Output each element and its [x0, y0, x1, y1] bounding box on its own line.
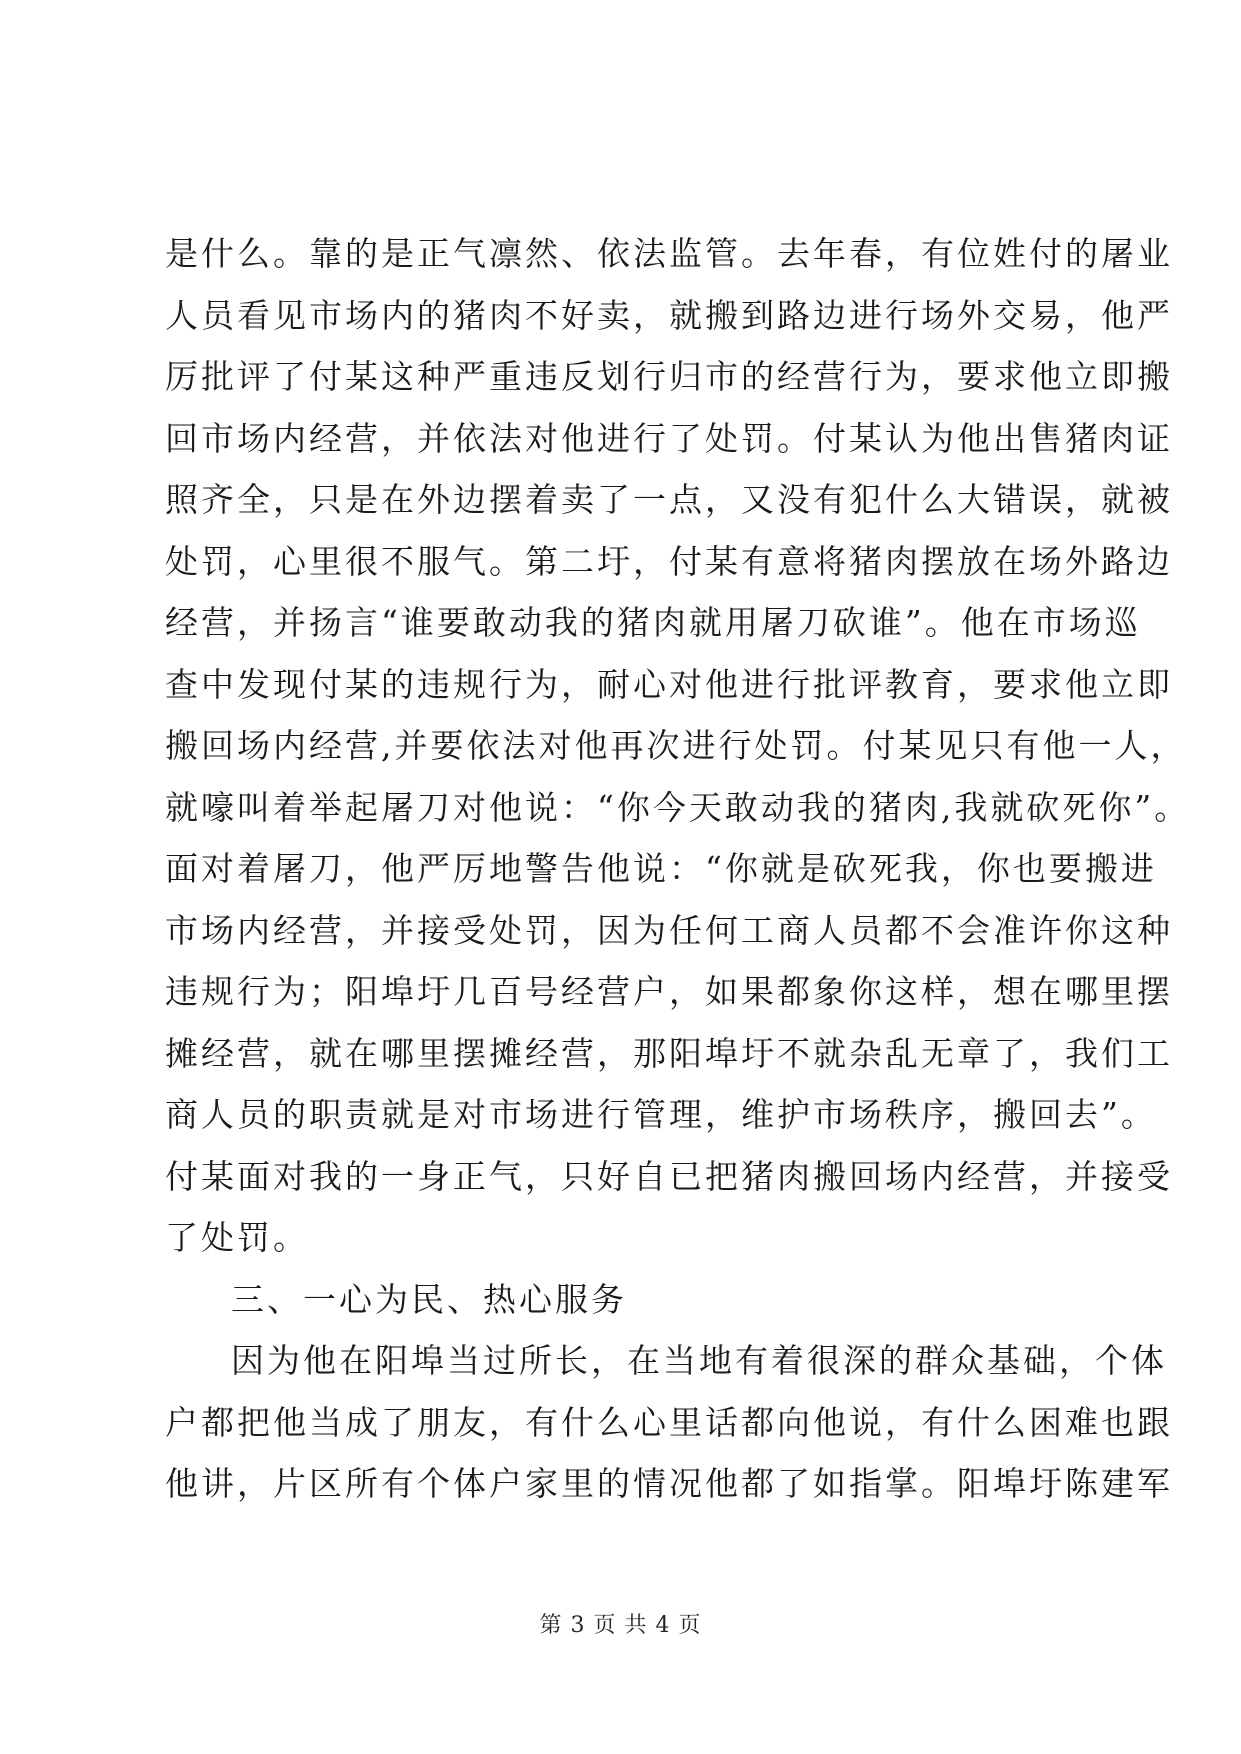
text-line: 付某面对我的一身正气，只好自已把猪肉搬回场内经营，并接受	[165, 1156, 1173, 1196]
text-line: 市场内经营，并接受处罚，因为任何工商人员都不会准许你这种	[165, 910, 1173, 950]
text-line: 人员看见市场内的猪肉不好卖，就搬到路边进行场外交易，他严	[165, 295, 1173, 335]
text-line: 处罚，心里很不服气。第二圩，付某有意将猪肉摆放在场外路边	[165, 541, 1173, 581]
page-number: 第 3 页 共 4 页	[539, 1613, 702, 1638]
text-line: 查中发现付某的违规行为，耐心对他进行批评教育，要求他立即	[165, 664, 1173, 704]
text-line: 搬回场内经营,并要依法对他再次进行处罚。付某见只有他一人，	[165, 726, 1187, 765]
text-line: 回市场内经营，并依法对他进行了处罚。付某认为他出售猪肉证	[165, 418, 1173, 458]
text-line: 就嚎叫着举起屠刀对他说：“你今天敢动我的猪肉,我就砍死你”。	[165, 787, 1191, 827]
text-line: 经营，并扬言“谁要敢动我的猪肉就用屠刀砍谁”。他在市场巡	[165, 603, 1141, 642]
text-line: 是什么。靠的是正气凛然、依法监管。去年春，有位姓付的屠业	[165, 234, 1173, 273]
text-line: 照齐全，只是在外边摆着卖了一点，又没有犯什么大错误，就被	[165, 480, 1173, 519]
text-line: 因为他在阳埠当过所长，在当地有着很深的群众基础，个体	[231, 1341, 1167, 1380]
text-line: 了处罚。	[165, 1218, 309, 1257]
text-line: 厉批评了付某这种严重违反划行归市的经营行为，要求他立即搬	[165, 357, 1173, 396]
text-line: 户都把他当成了朋友，有什么心里话都向他说，有什么困难也跟	[165, 1402, 1173, 1442]
section-heading: 三、一心为民、热心服务	[231, 1279, 627, 1319]
text-line: 摊经营，就在哪里摆摊经营，那阳埠圩不就杂乱无章了，我们工	[165, 1033, 1173, 1073]
body-text	[165, 232, 1191, 1524]
text-line: 面对着屠刀，他严厉地警告他说：“你就是砍死我，你也要搬进	[165, 849, 1157, 888]
text-line: 他讲，片区所有个体户家里的情况他都了如指掌。阳埠圩陈建军	[165, 1464, 1173, 1503]
text-line: 违规行为；阳埠圩几百号经营户，如果都象你这样，想在哪里摆	[165, 972, 1173, 1011]
text-line: 商人员的职责就是对市场进行管理，维护市场秩序，搬回去”。	[165, 1095, 1157, 1134]
